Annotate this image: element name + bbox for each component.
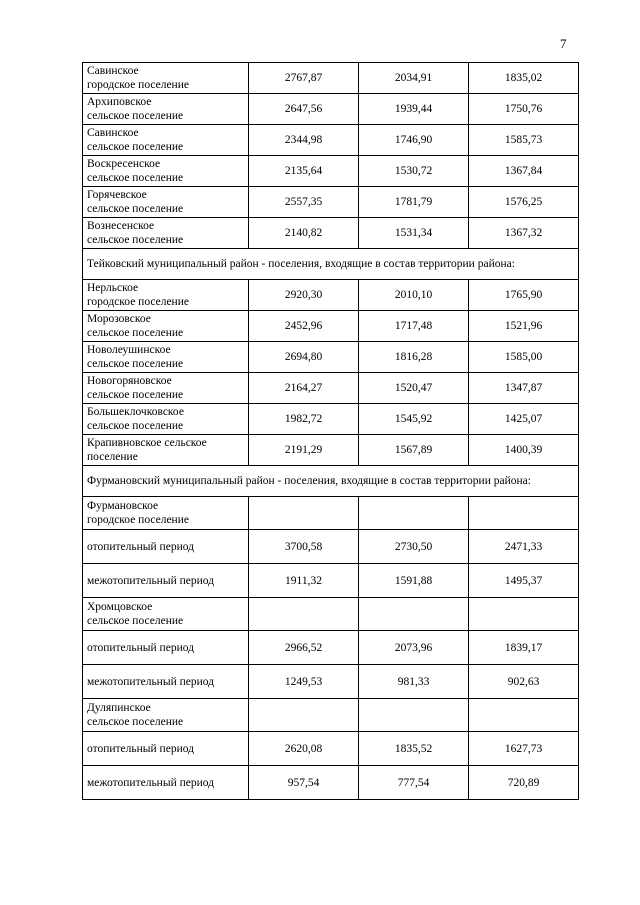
settlement-name-cell	[83, 125, 249, 156]
empty-value-cell	[359, 598, 469, 631]
settlement-name-cell	[83, 435, 249, 466]
table-row	[83, 156, 579, 187]
settlement-name-cell	[83, 63, 249, 94]
settlement-name-cell	[83, 497, 249, 530]
value-cell: 1585,00	[469, 342, 579, 373]
table-row	[83, 435, 579, 466]
table-row	[83, 311, 579, 342]
value-cell: 1576,25	[469, 187, 579, 218]
value-cell: 1585,73	[469, 125, 579, 156]
table-row	[83, 373, 579, 404]
table-row	[83, 125, 579, 156]
period-row	[83, 665, 579, 699]
value-cell: 1911,32	[249, 564, 359, 598]
value-cell: 2966,52	[249, 631, 359, 665]
settlement-subheading-row	[83, 598, 579, 631]
value-cell: 1627,73	[469, 732, 579, 766]
settlement-name-cell	[83, 598, 249, 631]
value-cell: 777,54	[359, 766, 469, 800]
value-cell: 1717,48	[359, 311, 469, 342]
value-cell: 1531,34	[359, 218, 469, 249]
empty-value-cell	[469, 699, 579, 732]
value-cell: 2073,96	[359, 631, 469, 665]
settlement-subheading-row	[83, 699, 579, 732]
settlement-name-line: Крапивновское сельское	[87, 437, 207, 449]
value-cell: 1939,44	[359, 94, 469, 125]
settlement-name-line: Морозовское	[87, 313, 151, 325]
settlement-name-cell	[83, 699, 249, 732]
value-cell: 981,33	[359, 665, 469, 699]
settlement-type-line: сельское поселение	[87, 358, 184, 370]
settlement-type-line: сельское поселение	[87, 141, 184, 153]
value-cell: 1567,89	[359, 435, 469, 466]
table-row	[83, 94, 579, 125]
value-cell: 2034,91	[359, 63, 469, 94]
value-cell: 2730,50	[359, 530, 469, 564]
value-cell: 2135,64	[249, 156, 359, 187]
settlement-name-cell	[83, 404, 249, 435]
table-row	[83, 187, 579, 218]
value-cell: 1591,88	[359, 564, 469, 598]
table-row	[83, 63, 579, 94]
empty-value-cell	[249, 497, 359, 530]
settlement-name-line: Хромцовское	[87, 601, 153, 613]
period-row	[83, 766, 579, 800]
settlement-type-line: поселение	[87, 451, 138, 463]
value-cell: 902,63	[469, 665, 579, 699]
period-label-cell: межотопительный период	[83, 766, 249, 800]
settlement-name-line: Дуляпинское	[87, 702, 151, 714]
empty-value-cell	[359, 497, 469, 530]
settlement-name-line: Архиповское	[87, 96, 152, 108]
tariff-table	[82, 62, 579, 800]
value-cell: 2164,27	[249, 373, 359, 404]
table-row	[83, 218, 579, 249]
value-cell: 2140,82	[249, 218, 359, 249]
value-cell: 1249,53	[249, 665, 359, 699]
settlement-name-line: Нерльское	[87, 282, 139, 294]
settlement-type-line: сельское поселение	[87, 716, 184, 728]
settlement-type-line: сельское поселение	[87, 110, 184, 122]
empty-value-cell	[469, 497, 579, 530]
value-cell: 2647,56	[249, 94, 359, 125]
settlement-name-cell	[83, 156, 249, 187]
tariff-table-body	[83, 63, 579, 800]
settlement-type-line: сельское поселение	[87, 327, 184, 339]
settlement-name-line: Савинское	[87, 65, 139, 77]
value-cell: 2920,30	[249, 280, 359, 311]
district-section-heading: Тейковский муниципальный район - поселения, входящие в состав территории района:	[83, 249, 579, 280]
value-cell: 957,54	[249, 766, 359, 800]
table-row	[83, 280, 579, 311]
value-cell: 1425,07	[469, 404, 579, 435]
table-row	[83, 342, 579, 373]
value-cell: 1530,72	[359, 156, 469, 187]
value-cell: 2557,35	[249, 187, 359, 218]
value-cell: 2344,98	[249, 125, 359, 156]
period-row	[83, 564, 579, 598]
empty-value-cell	[249, 598, 359, 631]
settlement-name-line: Горячевское	[87, 189, 147, 201]
value-cell: 1982,72	[249, 404, 359, 435]
district-section-row	[83, 466, 579, 497]
value-cell: 1495,37	[469, 564, 579, 598]
empty-value-cell	[249, 699, 359, 732]
settlement-type-line: сельское поселение	[87, 420, 184, 432]
settlement-type-line: сельское поселение	[87, 389, 184, 401]
value-cell: 1545,92	[359, 404, 469, 435]
value-cell: 1520,47	[359, 373, 469, 404]
settlement-name-cell	[83, 373, 249, 404]
settlement-subheading-row	[83, 497, 579, 530]
period-row	[83, 732, 579, 766]
value-cell: 1781,79	[359, 187, 469, 218]
value-cell: 2010,10	[359, 280, 469, 311]
period-label-cell: отопительный период	[83, 530, 249, 564]
value-cell: 2620,08	[249, 732, 359, 766]
district-section-row	[83, 249, 579, 280]
settlement-type-line: сельское поселение	[87, 203, 184, 215]
value-cell: 1750,76	[469, 94, 579, 125]
settlement-name-line: Вознесенское	[87, 220, 155, 232]
value-cell: 1839,17	[469, 631, 579, 665]
value-cell: 1367,32	[469, 218, 579, 249]
period-row	[83, 530, 579, 564]
page-number: 7	[560, 36, 567, 51]
settlement-name-line: Большеклочковское	[87, 406, 184, 418]
value-cell: 2191,29	[249, 435, 359, 466]
settlement-type-line: сельское поселение	[87, 615, 184, 627]
value-cell: 2694,80	[249, 342, 359, 373]
value-cell: 1835,02	[469, 63, 579, 94]
settlement-type-line: городское поселение	[87, 296, 189, 308]
settlement-name-cell	[83, 218, 249, 249]
settlement-name-cell	[83, 280, 249, 311]
value-cell: 1521,96	[469, 311, 579, 342]
settlement-name-cell	[83, 187, 249, 218]
settlement-type-line: сельское поселение	[87, 234, 184, 246]
settlement-name-line: Новогоряновское	[87, 375, 172, 387]
value-cell: 1765,90	[469, 280, 579, 311]
empty-value-cell	[469, 598, 579, 631]
settlement-name-line: Савинское	[87, 127, 139, 139]
settlement-name-cell	[83, 342, 249, 373]
value-cell: 1746,90	[359, 125, 469, 156]
period-label-cell: межотопительный период	[83, 564, 249, 598]
value-cell: 2471,33	[469, 530, 579, 564]
value-cell: 2767,87	[249, 63, 359, 94]
settlement-name-line: Воскресенское	[87, 158, 161, 170]
period-row	[83, 631, 579, 665]
settlement-name-line: Фурмановское	[87, 500, 159, 512]
value-cell: 720,89	[469, 766, 579, 800]
empty-value-cell	[359, 699, 469, 732]
value-cell: 1400,39	[469, 435, 579, 466]
value-cell: 1816,28	[359, 342, 469, 373]
settlement-name-cell	[83, 94, 249, 125]
settlement-name-cell	[83, 311, 249, 342]
value-cell: 1835,52	[359, 732, 469, 766]
table-row	[83, 404, 579, 435]
value-cell: 2452,96	[249, 311, 359, 342]
settlement-type-line: сельское поселение	[87, 172, 184, 184]
period-label-cell: отопительный период	[83, 631, 249, 665]
settlement-type-line: городское поселение	[87, 79, 189, 91]
settlement-name-line: Новолеушинское	[87, 344, 171, 356]
value-cell: 1347,87	[469, 373, 579, 404]
value-cell: 1367,84	[469, 156, 579, 187]
settlement-type-line: городское поселение	[87, 514, 189, 526]
period-label-cell: межотопительный период	[83, 665, 249, 699]
value-cell: 3700,58	[249, 530, 359, 564]
period-label-cell: отопительный период	[83, 732, 249, 766]
district-section-heading: Фурмановский муниципальный район - поселения, входящие в состав территории района:	[83, 466, 579, 497]
